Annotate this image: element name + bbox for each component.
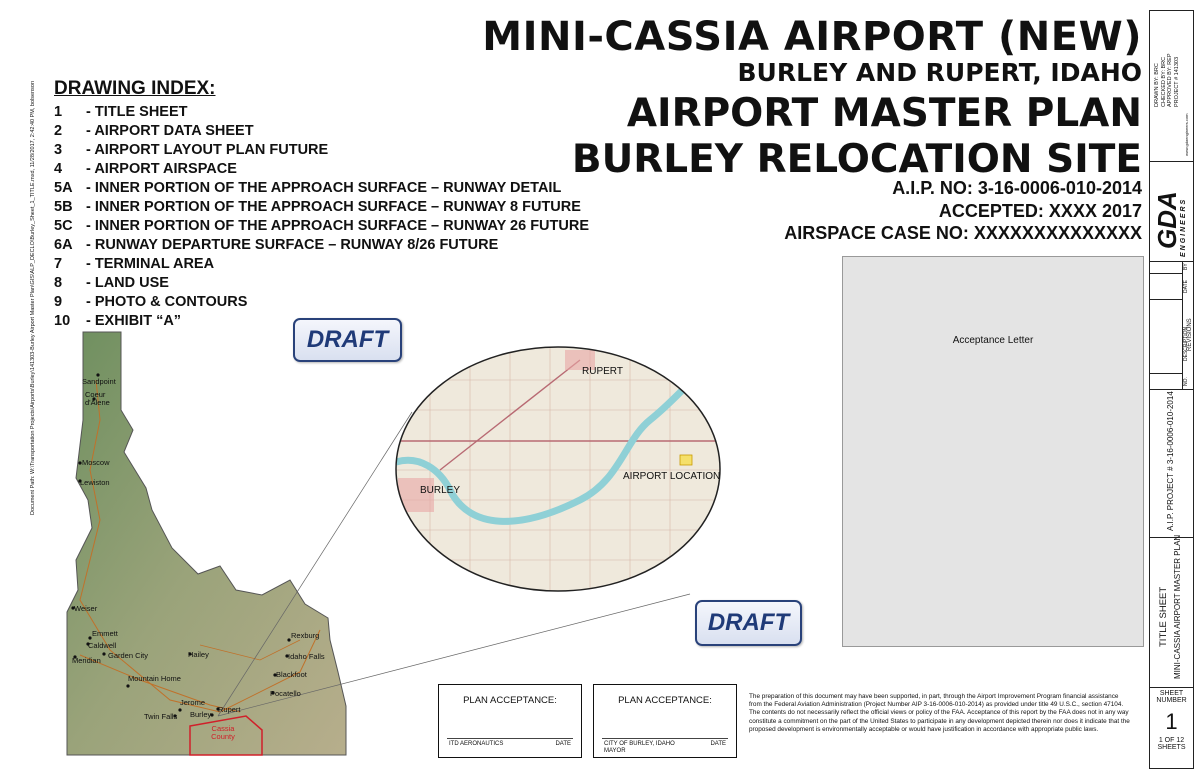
index-item: 10 - EXHIBIT “A”: [54, 313, 182, 329]
map-label-lewiston: Lewiston: [80, 478, 110, 487]
map-label-hailey: Hailey: [188, 650, 209, 659]
signature-line: [447, 738, 573, 739]
index-item: 2 - AIRPORT DATA SHEET: [54, 123, 254, 139]
index-item: 8 - LAND USE: [54, 275, 169, 291]
index-item: 6A - RUNWAY DEPARTURE SURFACE – RUNWAY 8/26 FUTURE: [54, 237, 499, 253]
title-block: [1149, 10, 1194, 769]
plan-acceptance-title: PLAN ACCEPTANCE:: [463, 695, 557, 706]
signer-label: CITY OF BURLEY, IDAHO MAYOR: [604, 741, 675, 754]
inset-label-rupert: RUPERT: [582, 366, 623, 377]
date-label: DATE: [555, 741, 571, 747]
map-label-mountain-home: Mountain Home: [128, 674, 181, 683]
map-label-blackfoot: Blackfoot: [276, 670, 307, 679]
draft-stamp: DRAFT: [695, 600, 802, 646]
map-label-rupert: Rupert: [218, 705, 241, 714]
index-item: 5B - INNER PORTION OF THE APPROACH SURFACE – RUNWAY 8 FUTURE: [54, 199, 581, 215]
project-location: BURLEY AND RUPERT, IDAHO: [737, 58, 1142, 87]
index-item: 1 - TITLE SHEET: [54, 104, 188, 120]
map-label-caldwell: Caldwell: [88, 641, 117, 650]
map-label-emmett: Emmett: [92, 629, 118, 638]
faa-disclaimer: The preparation of this document may have been supported, in part, through the Airport Improvement Program financial assistance from the Federal Aviation Administration (Project Number AIP 3-16-0006-010-2014) as provided under title 49 U.S.C., section 47104. The contents do not necessarily reflect the official views or policy of the FAA. Acceptance of this report by the FAA does not in any way constitute a commitment on the part of the United States to participate in any development depicted therein nor does it indicate that the proposed development is environmentally acceptable or would have justification in accordance with appropriate public laws.: [749, 693, 1130, 733]
inset-label-airport-location: AIRPORT LOCATION: [623, 471, 721, 482]
plan-acceptance-box-itd: [438, 684, 582, 758]
revisions-table: BY DATE DESCRIPTION NO. REVISIONS: [1150, 261, 1193, 390]
map-label-rexburg: Rexburg: [291, 631, 320, 640]
signer-label: ITD AERONAUTICS: [449, 741, 504, 747]
map-label-sandpoint: Sandpoint: [82, 377, 116, 386]
document-path: Document Path: W:\Transportation Projects\Airports\Burley\141303-Burley Airport Master Plan\GIS\ALP_DECLO\Burley_Sheet_1_TITLE.mxd, 11/28/2017, 2:42:40 PM, bolsenson: [30, 80, 36, 515]
plan-subtitle: BURLEY RELOCATION SITE: [571, 137, 1142, 182]
drawing-index-heading: DRAWING INDEX:: [54, 78, 216, 99]
aip-project-number: A.I.P. PROJECT # 3-16-0006-010-2014: [1150, 389, 1193, 538]
plan-title: AIRPORT MASTER PLAN: [626, 91, 1142, 136]
index-item: 5A - INNER PORTION OF THE APPROACH SURFACE – RUNWAY DETAIL: [54, 180, 562, 196]
map-label-pocatello: Pocatello: [270, 689, 301, 698]
draft-stamp: DRAFT: [293, 318, 402, 362]
index-item: 3 - AIRPORT LAYOUT PLAN FUTURE: [54, 142, 329, 158]
inset-label-burley: BURLEY: [420, 485, 461, 496]
acceptance-letter-placeholder: [842, 256, 1144, 647]
index-item: 4 - AIRPORT AIRSPACE: [54, 161, 237, 177]
gda-logo: GDA ENGINEERS: [1150, 161, 1193, 262]
sheet-number-block: SHEET NUMBER 1 1 OF 12 SHEETS: [1150, 687, 1193, 767]
index-item: 7 - TERMINAL AREA: [54, 256, 215, 272]
airspace-case: AIRSPACE CASE NO: XXXXXXXXXXXXXX: [784, 223, 1142, 243]
acceptance-letter-label: Acceptance Letter: [952, 335, 1034, 346]
index-item: 5C - INNER PORTION OF THE APPROACH SURFACE – RUNWAY 26 FUTURE: [54, 218, 589, 234]
accepted-date: ACCEPTED: XXXX 2017: [938, 201, 1142, 221]
map-label-coeur-dalene: Coeur d'Alene: [85, 390, 110, 407]
sheet-number: 1: [1165, 709, 1178, 734]
aip-number: A.I.P. NO: 3-16-0006-010-2014: [892, 178, 1142, 198]
plan-acceptance-title: PLAN ACCEPTANCE:: [618, 695, 712, 706]
map-label-twin-falls: Twin Falls: [144, 712, 178, 721]
map-label-weiser: Weiser: [74, 604, 98, 613]
title-block-firm: DRAWN BY: BRC CHECKED BY: BRC APPROVED BY: REP PROJECT # 141303 www.gdaengineers.com: [1150, 11, 1193, 162]
map-label-moscow: Moscow: [82, 458, 110, 467]
map-label-meridian: Meridian: [72, 656, 101, 665]
map-label-cassia-county: Cassia County: [211, 724, 235, 741]
map-label-idaho-falls: Idaho Falls: [288, 652, 325, 661]
sheet-title: TITLE SHEET MINI-CASSIA AIRPORT MASTER PLAN: [1150, 537, 1193, 688]
project-title: MINI-CASSIA AIRPORT (NEW): [482, 14, 1142, 60]
map-label-burley: Burley: [190, 710, 212, 719]
signature-line: [602, 738, 728, 739]
map-label-garden-city: Garden City: [108, 651, 149, 660]
date-label: DATE: [710, 741, 726, 747]
map-label-jerome: Jerome: [180, 698, 206, 707]
plan-acceptance-box-burley: [593, 684, 737, 758]
index-item: 9 - PHOTO & CONTOURS: [54, 294, 248, 310]
